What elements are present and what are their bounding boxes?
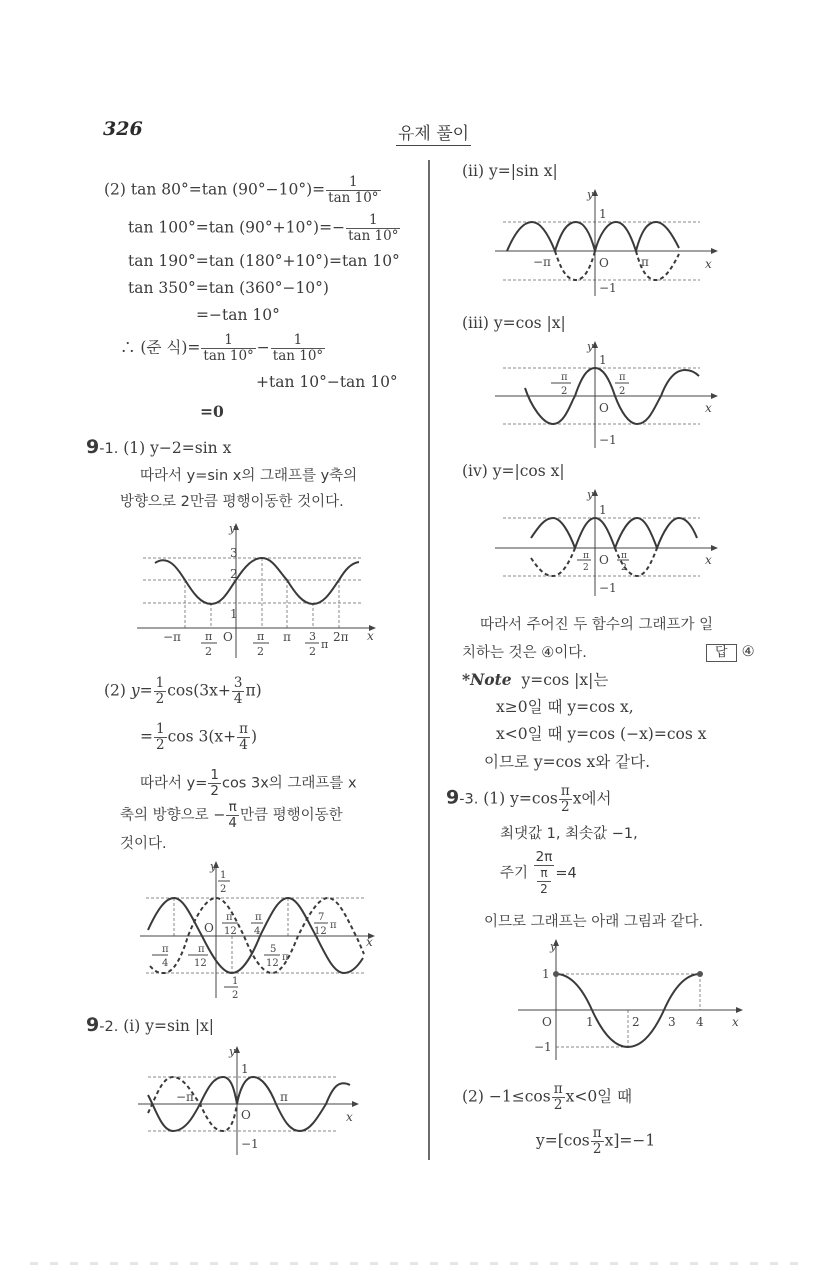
- tan-line-3: tan 190°=tan (180°+10°)=tan 10°: [128, 252, 400, 270]
- svg-text:O: O: [599, 553, 609, 567]
- problem-9-3-part2-line-2: y=[cos $\frac{\pi}{2}$ x]=−1: [536, 1125, 656, 1157]
- svg-text:x: x: [732, 1015, 739, 1029]
- svg-text:2: 2: [232, 990, 239, 1001]
- part-iii-heading: (iii) y=cos |x|: [462, 314, 566, 332]
- note-line-1: *Note y=cos |x|는: [462, 670, 609, 689]
- svg-text:π: π: [330, 920, 337, 931]
- svg-text:π: π: [321, 638, 329, 651]
- svg-text:π: π: [205, 630, 213, 643]
- problem-9-1-part2-eq2: = $\frac{1}{2}$ cos 3(x+ $\frac{\pi}{4}$ ): [140, 721, 258, 753]
- svg-text:4: 4: [254, 926, 261, 937]
- fraction: $\frac{1}{\tan 10^\circ}$: [348, 212, 399, 244]
- svg-text:π: π: [583, 551, 589, 561]
- svg-text:y: y: [229, 522, 236, 535]
- answer-value: ④: [741, 644, 755, 660]
- svg-text:3: 3: [309, 630, 316, 643]
- svg-text:−1: −1: [241, 1137, 259, 1151]
- conclusion-text-1: 따라서 주어진 두 함수의 그래프가 일: [480, 617, 714, 633]
- svg-text:π: π: [162, 944, 169, 955]
- svg-text:−1: −1: [599, 581, 617, 595]
- tan-line-4: tan 350°=tan (360°−10°): [128, 279, 329, 297]
- svg-text:−π: −π: [533, 255, 551, 269]
- column-divider: [428, 160, 430, 1160]
- svg-text:12: 12: [266, 958, 279, 969]
- svg-text:12: 12: [224, 926, 237, 937]
- problem-9-1-text-2: 방향으로 2만큼 평행이동한 것이다.: [120, 494, 344, 510]
- svg-text:π: π: [280, 1090, 288, 1104]
- scan-edge-artifact: [30, 1262, 800, 1265]
- svg-text:π: π: [255, 912, 262, 923]
- svg-text:π: π: [619, 372, 626, 383]
- problem-9-1-part2-text-3: 것이다.: [120, 836, 167, 852]
- svg-text:1: 1: [599, 353, 607, 367]
- svg-text:1: 1: [232, 976, 239, 987]
- part-iv-heading: (iv) y=|cos x|: [462, 462, 565, 480]
- svg-text:2π: 2π: [333, 630, 349, 644]
- svg-text:1: 1: [241, 1062, 249, 1076]
- svg-text:4: 4: [162, 958, 169, 969]
- problem-9-3-extrema: 최댓값 1, 최솟값 −1,: [500, 826, 638, 842]
- svg-text:2: 2: [561, 386, 568, 397]
- svg-text:1: 1: [599, 207, 607, 221]
- svg-text:2: 2: [230, 567, 238, 581]
- svg-text:1: 1: [230, 607, 238, 621]
- graph-cos-pi-half-x: [510, 938, 750, 1063]
- svg-text:π: π: [282, 952, 289, 963]
- tan-line-1: (2) tan 80°=tan (90°−10°)= $\frac{1}{\tan 10^\circ}$: [104, 174, 379, 206]
- graph-half-cos-3x: [138, 858, 378, 1003]
- problem-9-3-part2-line-1: (2) −1≤cos $\frac{\pi}{2}$ x<0일 때: [462, 1081, 633, 1113]
- svg-text:π: π: [561, 372, 568, 383]
- svg-text:O: O: [223, 630, 233, 644]
- svg-text:y: y: [587, 340, 594, 353]
- svg-text:2: 2: [220, 884, 227, 895]
- tan-line-2: tan 100°=tan (90°+10°)=− $\frac{1}{\tan 10^\circ}$: [128, 212, 399, 244]
- svg-text:2: 2: [619, 386, 626, 397]
- tan-line-5: =−tan 10°: [196, 306, 280, 324]
- svg-text:2: 2: [309, 645, 316, 658]
- svg-text:O: O: [599, 401, 609, 415]
- note-line-3: x<0일 때 y=cos (−x)=cos x: [496, 725, 707, 743]
- svg-text:π: π: [226, 912, 233, 923]
- svg-text:x: x: [346, 1110, 353, 1124]
- svg-text:x: x: [705, 553, 712, 567]
- svg-text:y: y: [550, 940, 557, 953]
- graph-abs-cos-x: [495, 488, 725, 598]
- problem-9-3-period: 주기 2π π 2 =4: [500, 849, 577, 896]
- answer: [706, 641, 755, 662]
- svg-text:π: π: [198, 944, 205, 955]
- svg-text:π: π: [621, 551, 627, 561]
- svg-text:π: π: [283, 630, 291, 644]
- svg-text:2: 2: [583, 563, 589, 573]
- svg-text:y: y: [587, 188, 594, 201]
- conclusion-text-2: 치하는 것은 ④이다.: [462, 645, 587, 661]
- svg-text:12: 12: [194, 958, 207, 969]
- problem-9-3-text: 이므로 그래프는 아래 그림과 같다.: [484, 914, 704, 930]
- svg-text:O: O: [599, 256, 609, 270]
- svg-text:y: y: [587, 488, 594, 501]
- svg-text:2: 2: [632, 1015, 640, 1029]
- answer-label-box: 답: [706, 644, 737, 662]
- svg-text:12: 12: [314, 926, 327, 937]
- svg-text:1: 1: [586, 1015, 594, 1029]
- fraction: $\frac{1}{\tan 10^\circ}$: [328, 174, 379, 206]
- problem-9-1-heading: 9-1. (1) y−2=sin x: [86, 436, 232, 458]
- tan-line-6: ∴ (준 식)= $\frac{1}{\tan 10^\circ}$ − $\frac{1}{\tan 10^\circ}$: [120, 332, 324, 364]
- svg-text:−1: −1: [599, 281, 617, 295]
- svg-text:O: O: [241, 1108, 251, 1122]
- svg-text:y: y: [210, 860, 217, 873]
- problem-9-1-part2-text-1: 따라서 y= $\frac{1}{2}$ cos 3x의 그래프를 x: [140, 767, 357, 799]
- svg-text:x: x: [367, 629, 374, 643]
- svg-text:π: π: [257, 630, 265, 643]
- svg-text:x: x: [705, 257, 712, 271]
- problem-9-3-heading: 9-3. (1) y=cos $\frac{\pi}{2}$ x에서: [446, 783, 612, 815]
- svg-text:3: 3: [230, 546, 238, 560]
- svg-text:2: 2: [205, 645, 212, 658]
- svg-text:2: 2: [621, 563, 627, 573]
- page-number: 326: [103, 118, 143, 140]
- page-header-title: 유제 풀이: [396, 119, 471, 146]
- svg-text:−1: −1: [534, 1040, 552, 1054]
- svg-text:5: 5: [270, 944, 277, 955]
- part-ii-heading: (ii) y=|sin x|: [462, 162, 558, 180]
- note-line-2: x≥0일 때 y=cos x,: [496, 698, 634, 716]
- problem-9-2-heading: 9-2. (i) y=sin |x|: [86, 1014, 215, 1036]
- svg-text:x: x: [705, 401, 712, 415]
- problem-9-1-text-1: 따라서 y=sin x의 그래프를 y축의: [140, 468, 358, 484]
- graph-sin-abs-x: [138, 1045, 363, 1160]
- svg-text:4: 4: [696, 1015, 704, 1029]
- graph-sin-plus-2: [135, 518, 380, 663]
- tan-line-7: +tan 10°−tan 10°: [256, 373, 398, 391]
- svg-text:3: 3: [668, 1015, 676, 1029]
- svg-text:O: O: [204, 921, 214, 935]
- svg-text:−π: −π: [176, 1090, 194, 1104]
- graph-cos-abs-x: [495, 340, 725, 450]
- svg-text:1: 1: [599, 503, 607, 517]
- problem-9-1-part2-text-2: 축의 방향으로 − $\frac{\pi}{4}$ 만큼 평행이동한: [120, 799, 343, 831]
- graph-abs-sin-x: [495, 188, 725, 298]
- svg-text:x: x: [366, 935, 373, 949]
- svg-text:1: 1: [220, 870, 227, 881]
- svg-text:2: 2: [257, 645, 264, 658]
- svg-text:π: π: [641, 255, 649, 269]
- svg-text:7: 7: [318, 912, 325, 923]
- note-line-4: 이므로 y=cos x와 같다.: [484, 753, 650, 771]
- svg-text:y: y: [229, 1045, 236, 1058]
- tan-result: =0: [200, 402, 224, 421]
- svg-text:−1: −1: [599, 433, 617, 447]
- problem-9-1-part2-eq1: (2) y= $\frac{1}{2}$ cos(3x+ $\frac{3}{4}$ π): [104, 675, 262, 707]
- svg-text:−π: −π: [163, 630, 181, 644]
- svg-text:1: 1: [542, 967, 550, 981]
- svg-text:O: O: [542, 1015, 552, 1029]
